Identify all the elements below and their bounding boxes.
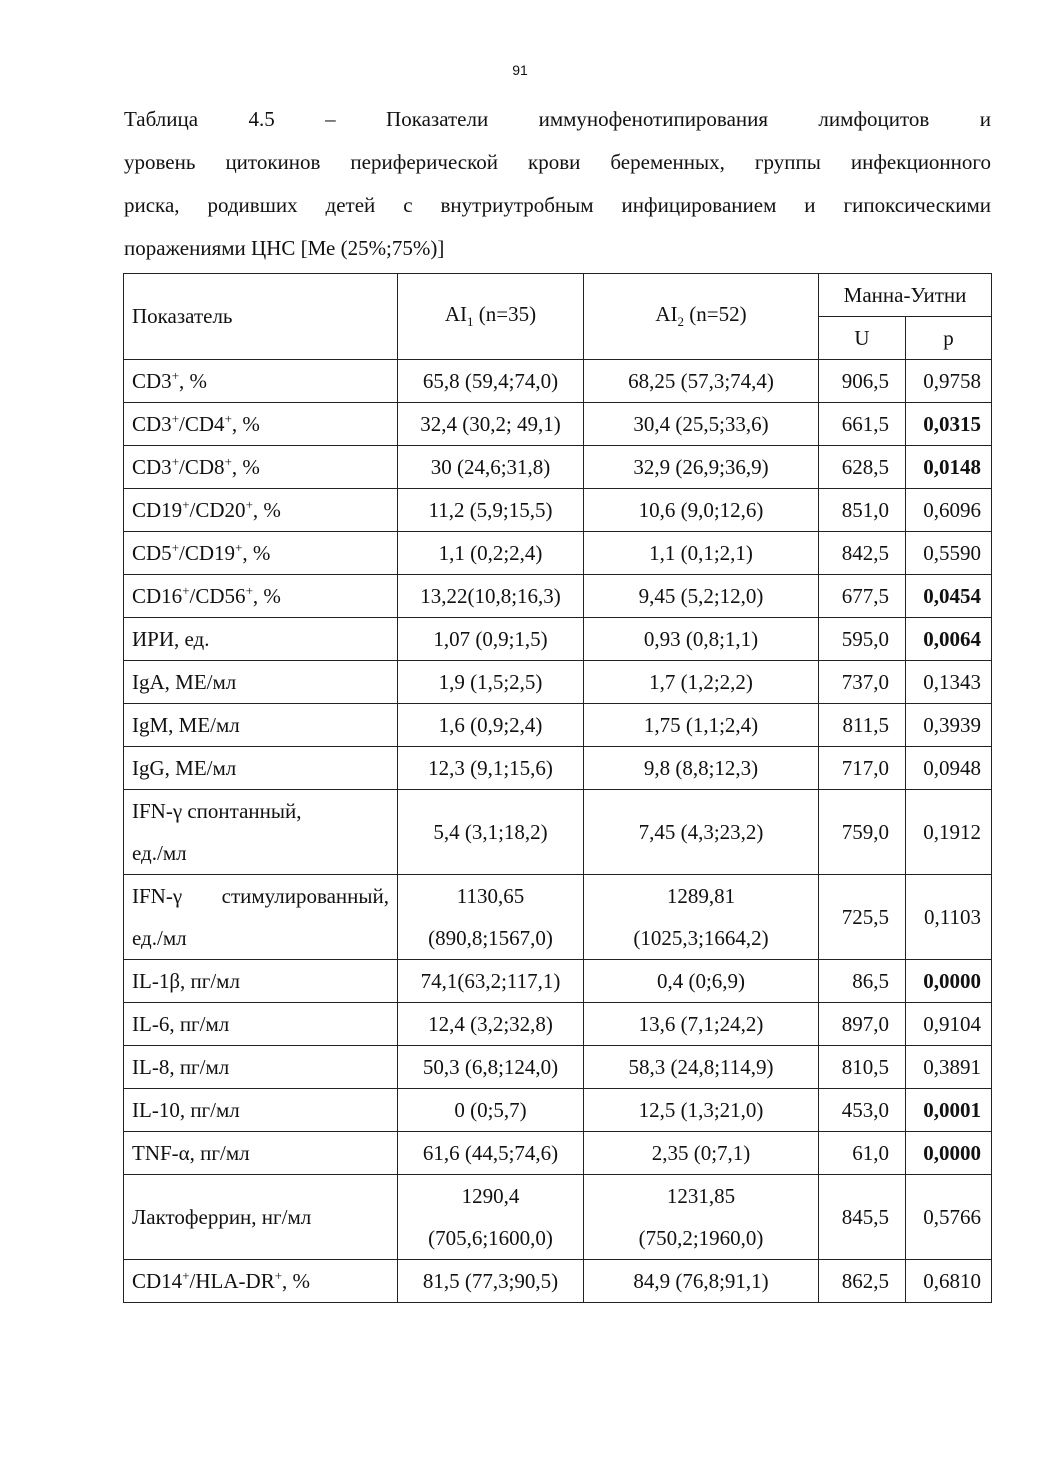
cell-group1: 1130,65 (890,8;1567,0) [398, 875, 584, 960]
row-indicator: IgA, МЕ/мл [124, 661, 398, 704]
table-row [124, 704, 992, 747]
cell-group2: 84,9 (76,8;91,1) [584, 1260, 819, 1303]
cell-group2: 1,7 (1,2;2,2) [584, 661, 819, 704]
cell-u: 810,5 [819, 1046, 906, 1089]
cell-p: 0,5766 [906, 1175, 992, 1260]
row-indicator: TNF-α, пг/мл [124, 1132, 398, 1175]
row-indicator: CD19+/CD20+, % [124, 489, 398, 532]
row-indicator: CD3+/CD4+, % [124, 403, 398, 446]
caption-line: Таблица 4.5 – Показатели иммунофенотипирования лимфоцитов и [124, 107, 991, 131]
row-indicator: IFN-γ стимулированный, ед./мл [124, 875, 398, 960]
cell-group2: 9,45 (5,2;12,0) [584, 575, 819, 618]
row-indicator: IgM, МЕ/мл [124, 704, 398, 747]
header-p: p [906, 317, 992, 360]
cell-group2: 7,45 (4,3;23,2) [584, 790, 819, 875]
cell-group1: 50,3 (6,8;124,0) [398, 1046, 584, 1089]
table-row [124, 1046, 992, 1089]
cell-group1: 81,5 (77,3;90,5) [398, 1260, 584, 1303]
table-row [124, 618, 992, 661]
caption-line: поражениями ЦНС [Ме (25%;75%)] [124, 236, 445, 260]
cell-p: 0,0000 [906, 1132, 992, 1175]
cell-group2: 68,25 (57,3;74,4) [584, 360, 819, 403]
cell-group2: 0,93 (0,8;1,1) [584, 618, 819, 661]
row-indicator: IL-1β, пг/мл [124, 960, 398, 1003]
table-row [124, 1175, 992, 1260]
cell-group2: 2,35 (0;7,1) [584, 1132, 819, 1175]
cell-group1: 11,2 (5,9;15,5) [398, 489, 584, 532]
row-indicator: CD5+/CD19+, % [124, 532, 398, 575]
table-row [124, 446, 992, 489]
cell-group2: 9,8 (8,8;12,3) [584, 747, 819, 790]
cell-group1: 1,1 (0,2;2,4) [398, 532, 584, 575]
cell-group1: 13,22(10,8;16,3) [398, 575, 584, 618]
table-row [124, 661, 992, 704]
row-indicator: IL-10, пг/мл [124, 1089, 398, 1132]
row-indicator: Лактоферрин, нг/мл [124, 1175, 398, 1260]
table-row [124, 532, 992, 575]
cell-u: 61,0 [819, 1132, 906, 1175]
cell-p: 0,0315 [906, 403, 992, 446]
cell-group2: 1,1 (0,1;2,1) [584, 532, 819, 575]
cell-group1: 1290,4 (705,6;1600,0) [398, 1175, 584, 1260]
row-indicator: IgG, МЕ/мл [124, 747, 398, 790]
cell-group2: 1,75 (1,1;2,4) [584, 704, 819, 747]
cell-group2: 30,4 (25,5;33,6) [584, 403, 819, 446]
cell-p: 0,0001 [906, 1089, 992, 1132]
cell-group1: 1,6 (0,9;2,4) [398, 704, 584, 747]
cell-u: 897,0 [819, 1003, 906, 1046]
cell-p: 0,3891 [906, 1046, 992, 1089]
header-mann-whitney: Манна-Уитни [819, 274, 992, 317]
cell-u: 862,5 [819, 1260, 906, 1303]
cell-group1: 1,07 (0,9;1,5) [398, 618, 584, 661]
cell-u: 595,0 [819, 618, 906, 661]
table-row [124, 1260, 992, 1303]
cell-group2: 1289,81 (1025,3;1664,2) [584, 875, 819, 960]
cell-p: 0,1103 [906, 875, 992, 960]
table-row [124, 575, 992, 618]
cell-group1: 1,9 (1,5;2,5) [398, 661, 584, 704]
cell-p: 0,9758 [906, 360, 992, 403]
row-indicator: CD16+/CD56+, % [124, 575, 398, 618]
cell-group2: 1231,85 (750,2;1960,0) [584, 1175, 819, 1260]
cell-u: 851,0 [819, 489, 906, 532]
cell-p: 0,0454 [906, 575, 992, 618]
cell-u: 628,5 [819, 446, 906, 489]
cell-group1: 30 (24,6;31,8) [398, 446, 584, 489]
table-row [124, 790, 992, 875]
table-caption [124, 98, 991, 270]
caption-line: риска, родивших детей с внутриутробным инфицированием и гипоксическими [124, 193, 991, 217]
caption-line: уровень цитокинов периферической крови беременных, группы инфекционного [124, 150, 991, 174]
table-row [124, 403, 992, 446]
cell-group1: 12,3 (9,1;15,6) [398, 747, 584, 790]
cell-u: 725,5 [819, 875, 906, 960]
cell-group2: 0,4 (0;6,9) [584, 960, 819, 1003]
cell-u: 453,0 [819, 1089, 906, 1132]
cell-group1: 65,8 (59,4;74,0) [398, 360, 584, 403]
cell-u: 737,0 [819, 661, 906, 704]
cell-group1: 0 (0;5,7) [398, 1089, 584, 1132]
cell-group2: 58,3 (24,8;114,9) [584, 1046, 819, 1089]
cell-p: 0,0000 [906, 960, 992, 1003]
cell-group2: 13,6 (7,1;24,2) [584, 1003, 819, 1046]
table-row [124, 1003, 992, 1046]
row-indicator: CD3+/CD8+, % [124, 446, 398, 489]
cell-p: 0,0948 [906, 747, 992, 790]
cell-group2: 32,9 (26,9;36,9) [584, 446, 819, 489]
cell-group1: 5,4 (3,1;18,2) [398, 790, 584, 875]
row-indicator: IL-8, пг/мл [124, 1046, 398, 1089]
table-row [124, 489, 992, 532]
cell-p: 0,0064 [906, 618, 992, 661]
cell-group1: 74,1(63,2;117,1) [398, 960, 584, 1003]
table-row [124, 960, 992, 1003]
cell-group1: 12,4 (3,2;32,8) [398, 1003, 584, 1046]
table-row [124, 1132, 992, 1175]
cell-p: 0,6810 [906, 1260, 992, 1303]
cell-p: 0,1343 [906, 661, 992, 704]
cell-u: 661,5 [819, 403, 906, 446]
cell-p: 0,1912 [906, 790, 992, 875]
cell-u: 906,5 [819, 360, 906, 403]
cell-p: 0,6096 [906, 489, 992, 532]
cell-group2: 12,5 (1,3;21,0) [584, 1089, 819, 1132]
cell-u: 811,5 [819, 704, 906, 747]
table-row [124, 875, 992, 960]
row-indicator: CD14+/HLA-DR+, % [124, 1260, 398, 1303]
row-indicator: CD3+, % [124, 360, 398, 403]
cell-u: 86,5 [819, 960, 906, 1003]
cell-u: 845,5 [819, 1175, 906, 1260]
table-row [124, 360, 992, 403]
cell-u: 842,5 [819, 532, 906, 575]
header-group1: $AI_1$ (n=35) [398, 274, 584, 360]
header-u: U [819, 317, 906, 360]
table-row [124, 1089, 992, 1132]
data-table [123, 273, 992, 1303]
row-indicator: IL-6, пг/мл [124, 1003, 398, 1046]
cell-u: 717,0 [819, 747, 906, 790]
cell-p: 0,5590 [906, 532, 992, 575]
cell-p: 0,3939 [906, 704, 992, 747]
cell-u: 677,5 [819, 575, 906, 618]
cell-p: 0,0148 [906, 446, 992, 489]
header-indicator: Показатель [124, 274, 398, 360]
cell-u: 759,0 [819, 790, 906, 875]
header-group2: $AI_2$ (n=52) [584, 274, 819, 360]
table-header-row [124, 274, 992, 317]
cell-p: 0,9104 [906, 1003, 992, 1046]
cell-group2: 10,6 (9,0;12,6) [584, 489, 819, 532]
page-number: 91 [512, 62, 528, 78]
row-indicator: ИРИ, ед. [124, 618, 398, 661]
cell-group1: 32,4 (30,2; 49,1) [398, 403, 584, 446]
cell-group1: 61,6 (44,5;74,6) [398, 1132, 584, 1175]
table-row [124, 747, 992, 790]
row-indicator: IFN-γ спонтанный, ед./мл [124, 790, 398, 875]
